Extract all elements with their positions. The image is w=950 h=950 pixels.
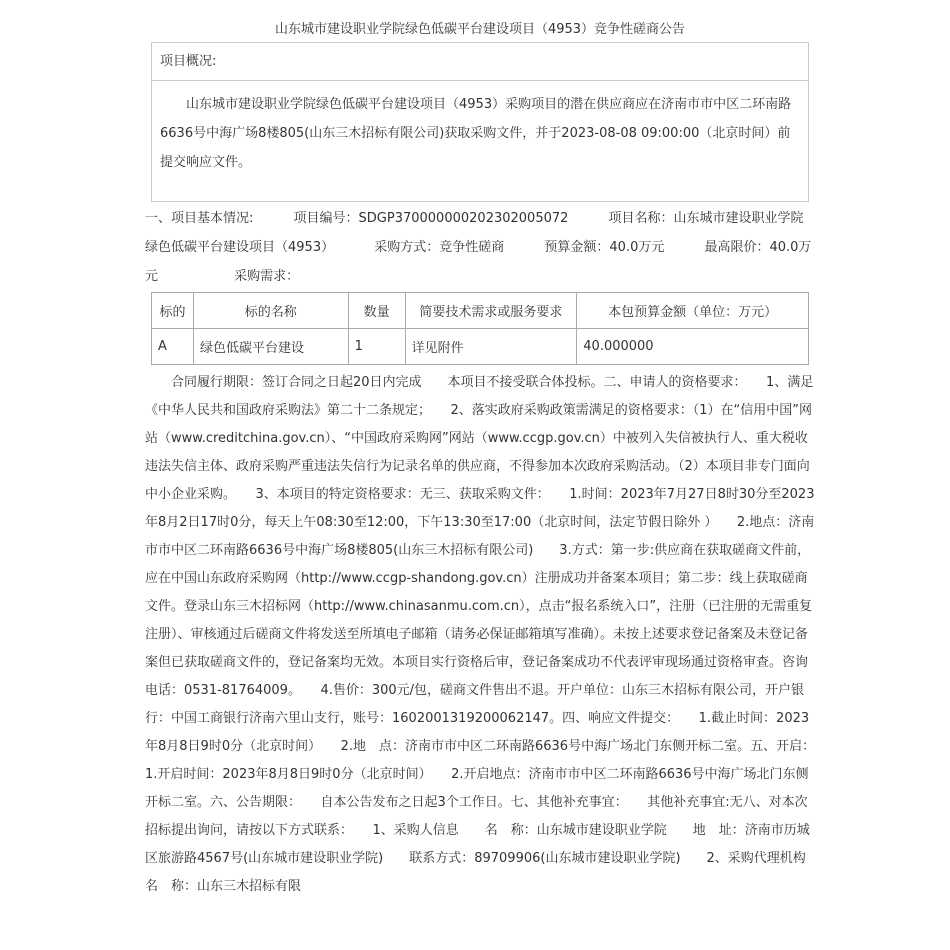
cell-item-name: 绿色低碳平台建设: [193, 329, 348, 365]
header-item: 标的: [152, 293, 194, 329]
header-item-name: 标的名称: [193, 293, 348, 329]
announcement-body: 合同履行期限：签订合同之日起20日内完成 本项目不接受联合体投标。二、申请人的资格要求： 1、满足《中华人民共和国政府采购法》第二十二条规定； 2、落实政府采购政策需满足的资格要求：（1）在“信用中国”网站（www.creditchina.gov.cn）、“中国政府采购网”网站（www.ccgp.gov.cn）中被列入失信被执行人、重大税收违法失信主体、政府采购严重违法失信行为记录名单的供应商，不得参加本次政府采购活动。（2）本项目非专门面向中小企业采购。 3、本项目的特定资格要求：无三、获取采购文件： 1.时间：2023年7月27日8时30分至2023年8月2日17时0分，每天上午08:30至12:00，下午13:30至17:00（北京时间，法定节假日除外 ） 2.地点：济南市市中区二环南路6636号中海广场8楼805(山东三木招标有限公司) 3.方式：第一步:供应商在获取磋商文件前，应在中国山东政府采购网（http://www.ccgp-shandong.gov.cn）注册成功并备案本项目；第二步：线上获取磋商文件。登录山东三木招标网（http://www.chinasanmu.com.cn），点击“报名系统入口”，注册（已注册的无需重复注册）、审核通过后磋商文件将发送至所填电子邮箱（请务必保证邮箱填写准确）。未按上述要求登记备案及未登记备案但已获取磋商文件的，登记备案均无效。本项目实行资格后审，登记备案成功不代表评审现场通过资格审查。咨询电话：0531-81764009。 4.售价：300元/包，磋商文件售出不退。开户单位：山东三木招标有限公司，开户银行：中国工商银行济南六里山支行，账号：1602001319200062147。四、响应文件提交： 1.截止时间：2023年8月8日9时0分（北京时间） 2.地 点：济南市市中区二环南路6636号中海广场北门东侧开标二室。五、开启： 1.开启时间：2023年8月8日9时0分（北京时间） 2.开启地点：济南市市中区二环南路6636号中海广场北门东侧开标二室。六、公告期限： 自本公告发布之日起3个工作日。七、其他补充事宜： 其他补充事宜:无八、对本次招标提出询问，请按以下方式联系： 1、采购人信息 名 称：山东城市建设职业学院 地 址：济南市历城区旅游路4567号(山东城市建设职业学院) 联系方式：89709906(山东城市建设职业学院) 2、采购代理机构 名 称：山东三木招标有限: [145, 375, 835, 894]
budget-amount: 预算金额：40.0万元: [544, 240, 665, 255]
header-quantity: 数量: [348, 293, 405, 329]
project-number: 项目编号：SDGP370000000202302005072: [293, 211, 569, 226]
overview-label: 项目概况:: [152, 43, 808, 81]
project-name: 项目名称：山东城市建设职业学院绿色低碳平台建设项目（4953）: [145, 211, 804, 255]
cell-quantity: 1: [348, 329, 405, 365]
cell-budget: 40.000000: [577, 329, 809, 365]
max-price: 最高限价：40.0万元: [145, 240, 812, 284]
basic-info-heading: 一、项目基本情况:: [145, 211, 254, 226]
announcement-document: [145, 18, 835, 901]
header-requirements: 简要技术需求或服务要求: [405, 293, 577, 329]
cell-item: A: [152, 329, 194, 365]
table-row: [152, 329, 809, 365]
overview-box: [151, 42, 809, 202]
overview-text: 山东城市建设职业学院绿色低碳平台建设项目（4953）采购项目的潜在供应商应在济南市市中区二环南路6636号中海广场8楼805(山东三木招标有限公司)获取采购文件，并于2023-08-08 09:00:00（北京时间）前提交响应文件。: [160, 97, 792, 170]
basic-info-section: [145, 204, 815, 291]
demand-table: [151, 292, 809, 365]
header-budget: 本包预算金额（单位：万元）: [577, 293, 809, 329]
table-header-row: [152, 293, 809, 329]
page-title: 山东城市建设职业学院绿色低碳平台建设项目（4953）竞争性磋商公告: [274, 22, 686, 37]
procurement-method: 采购方式：竞争性磋商: [374, 240, 505, 255]
cell-requirements: 详见附件: [405, 329, 577, 365]
procurement-demand-label: 采购需求：: [234, 269, 300, 284]
